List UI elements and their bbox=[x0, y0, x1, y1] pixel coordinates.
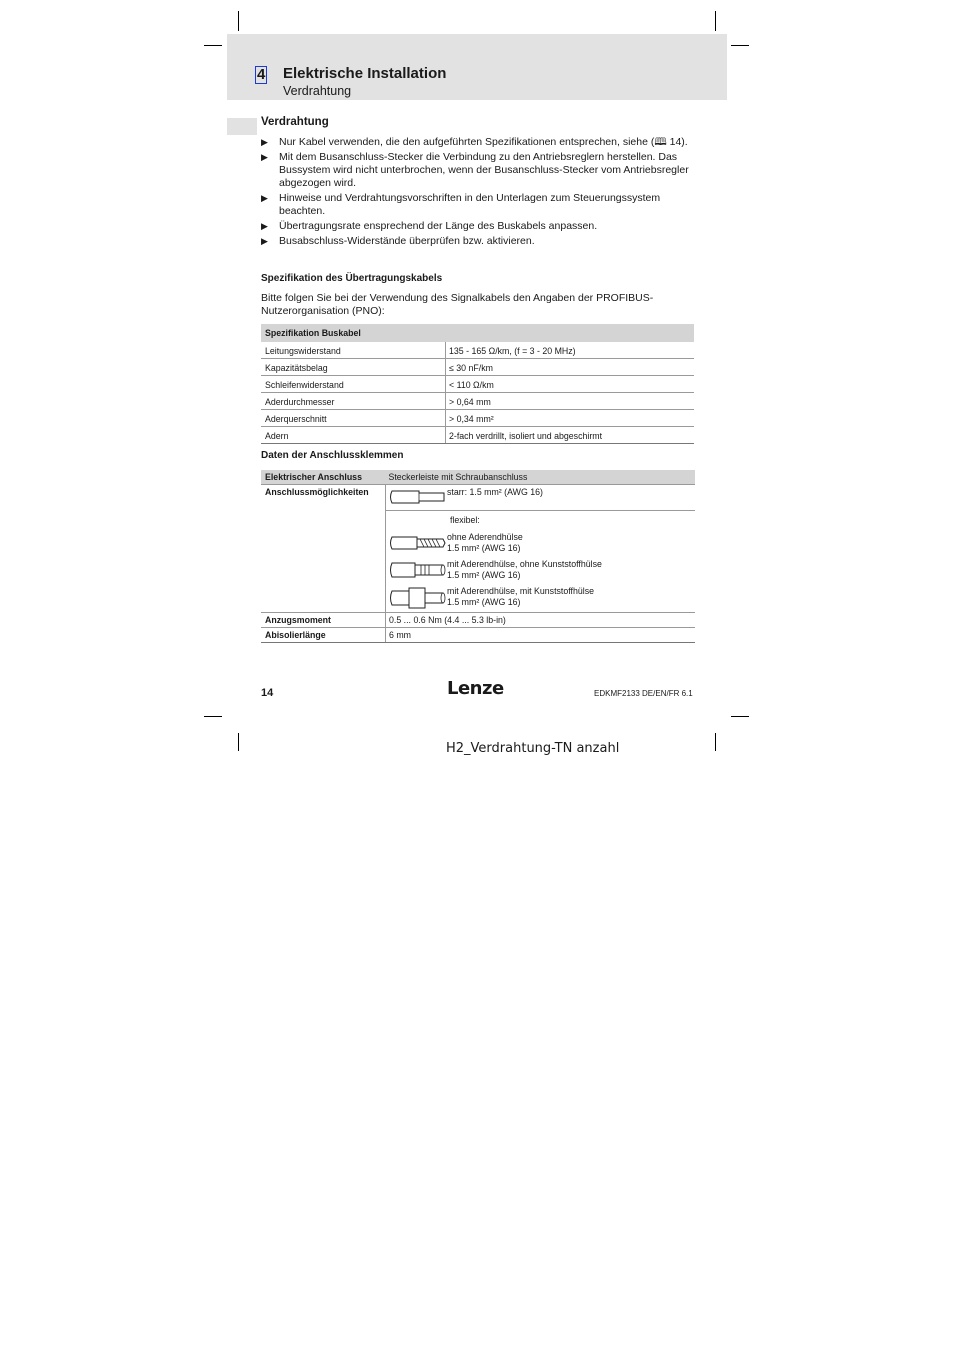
row-label: Adern bbox=[261, 427, 446, 444]
flexible-option bbox=[389, 586, 692, 610]
row-label: Abisolierlänge bbox=[261, 628, 386, 643]
flexible-label: flexibel: bbox=[450, 515, 480, 525]
margin-tab bbox=[227, 118, 257, 135]
terminals-table bbox=[261, 470, 695, 643]
row-value: 135 - 165 Ω/km, (f = 3 - 20 MHz) bbox=[446, 342, 695, 359]
row-value: > 0,34 mm² bbox=[446, 410, 695, 427]
chapter-title: Elektrische Installation bbox=[283, 65, 447, 82]
row-label: Elektrischer Anschluss bbox=[261, 470, 386, 485]
rigid-option bbox=[386, 485, 696, 511]
insulated-ferrule-wire-icon bbox=[389, 586, 447, 610]
crop-mark bbox=[731, 45, 749, 46]
list-item bbox=[261, 192, 701, 218]
row-label: Aderdurchmesser bbox=[261, 393, 446, 410]
cable-spec-title: Spezifikation des Übertragungskabels bbox=[261, 273, 443, 284]
bullet-arrow-icon: ▶ bbox=[261, 236, 268, 246]
page-number: 14 bbox=[261, 687, 274, 699]
rigid-text: starr: 1.5 mm² (AWG 16) bbox=[447, 487, 543, 497]
row-value: > 0,64 mm bbox=[446, 393, 695, 410]
table-row bbox=[261, 470, 695, 485]
row-value: 2-fach verdrillt, isoliert und abgeschirmt bbox=[446, 427, 695, 444]
crop-mark bbox=[715, 11, 716, 31]
table-row bbox=[261, 628, 695, 643]
table-header: Spezifikation Buskabel bbox=[261, 324, 694, 342]
bullet-arrow-icon: ▶ bbox=[261, 193, 268, 203]
crop-mark bbox=[238, 733, 239, 751]
chapter-subtitle: Verdrahtung bbox=[283, 84, 352, 98]
list-item bbox=[261, 136, 701, 149]
flexible-options bbox=[386, 511, 696, 613]
table-row bbox=[261, 376, 694, 393]
flexible-option bbox=[389, 559, 692, 581]
row-label: Anschlussmöglichkeiten bbox=[261, 485, 386, 613]
list-item bbox=[261, 220, 701, 233]
option-spec: 1.5 mm² (AWG 16) bbox=[447, 597, 521, 607]
row-value: Steckerleiste mit Schraubanschluss bbox=[386, 470, 696, 485]
bullet-list bbox=[261, 136, 701, 250]
ferrule-wire-icon bbox=[389, 559, 447, 581]
row-label: Schleifenwiderstand bbox=[261, 376, 446, 393]
row-label: Anzugsmoment bbox=[261, 613, 386, 628]
list-item bbox=[261, 151, 701, 190]
row-value: < 110 Ω/km bbox=[446, 376, 695, 393]
table-row bbox=[261, 485, 695, 511]
table-row bbox=[261, 359, 694, 376]
list-item-text: Nur Kabel verwenden, die den aufgeführten Spezifikationen entsprechen, siehe (🕮 14). bbox=[279, 136, 688, 148]
table-row bbox=[261, 410, 694, 427]
option-text: ohne Aderendhülse bbox=[447, 532, 523, 542]
cable-spec-intro: Bitte folgen Sie bei der Verwendung des Signalkabels den Angaben der PROFIBUS-Nutzerorganisation (PNO): bbox=[261, 292, 654, 317]
list-item-text: Mit dem Busanschluss-Stecker die Verbindung zu den Antriebsreglern herstellen. Das Bussystem wird nicht unterbrochen, wenn der Busanschluss-Stecker vom Antriebsregler abgezogen wird. bbox=[279, 151, 689, 189]
table-row bbox=[261, 427, 694, 444]
row-value: ≤ 30 nF/km bbox=[446, 359, 695, 376]
crop-mark bbox=[731, 716, 749, 717]
stranded-wire-icon bbox=[389, 532, 447, 554]
bullet-arrow-icon: ▶ bbox=[261, 137, 268, 147]
solid-wire-icon bbox=[389, 487, 447, 507]
table-row bbox=[261, 613, 695, 628]
row-label: Kapazitätsbelag bbox=[261, 359, 446, 376]
bullet-arrow-icon: ▶ bbox=[261, 221, 268, 231]
lenze-logo: Lenze bbox=[447, 678, 504, 699]
terminals-title: Daten der Anschlussklemmen bbox=[261, 450, 404, 461]
row-label: Leitungswiderstand bbox=[261, 342, 446, 359]
crop-mark bbox=[715, 733, 716, 751]
option-spec: 1.5 mm² (AWG 16) bbox=[447, 570, 521, 580]
table-row bbox=[261, 393, 694, 410]
crop-mark bbox=[238, 11, 239, 31]
table-row bbox=[261, 342, 694, 359]
chapter-number-link[interactable]: 4 bbox=[257, 66, 266, 83]
list-item bbox=[261, 235, 701, 248]
row-value: 6 mm bbox=[386, 628, 696, 643]
list-item-text: Hinweise und Verdrahtungsvorschriften in den Unterlagen zum Steuerungssystem beachten. bbox=[279, 192, 661, 217]
document-code: EDKMF2133 DE/EN/FR 6.1 bbox=[594, 689, 693, 698]
footer-label: H2_Verdrahtung-TN anzahl bbox=[446, 741, 620, 756]
flexible-option bbox=[389, 532, 692, 554]
option-spec: 1.5 mm² (AWG 16) bbox=[447, 543, 521, 553]
list-item-text: Übertragungsrate ensprechend der Länge des Buskabels anpassen. bbox=[279, 220, 598, 232]
option-text: mit Aderendhülse, ohne Kunststoffhülse bbox=[447, 559, 602, 569]
bullet-arrow-icon: ▶ bbox=[261, 152, 268, 162]
option-text: mit Aderendhülse, mit Kunststoffhülse bbox=[447, 586, 595, 596]
cable-spec-table bbox=[261, 324, 694, 444]
list-item-text: Busabschluss-Widerstände überprüfen bzw. aktivieren. bbox=[279, 235, 535, 247]
row-value: 0.5 ... 0.6 Nm (4.4 ... 5.3 lb-in) bbox=[386, 613, 696, 628]
crop-mark bbox=[204, 45, 222, 46]
row-label: Aderquerschnitt bbox=[261, 410, 446, 427]
crop-mark bbox=[204, 716, 222, 717]
section-title: Verdrahtung bbox=[261, 116, 329, 128]
